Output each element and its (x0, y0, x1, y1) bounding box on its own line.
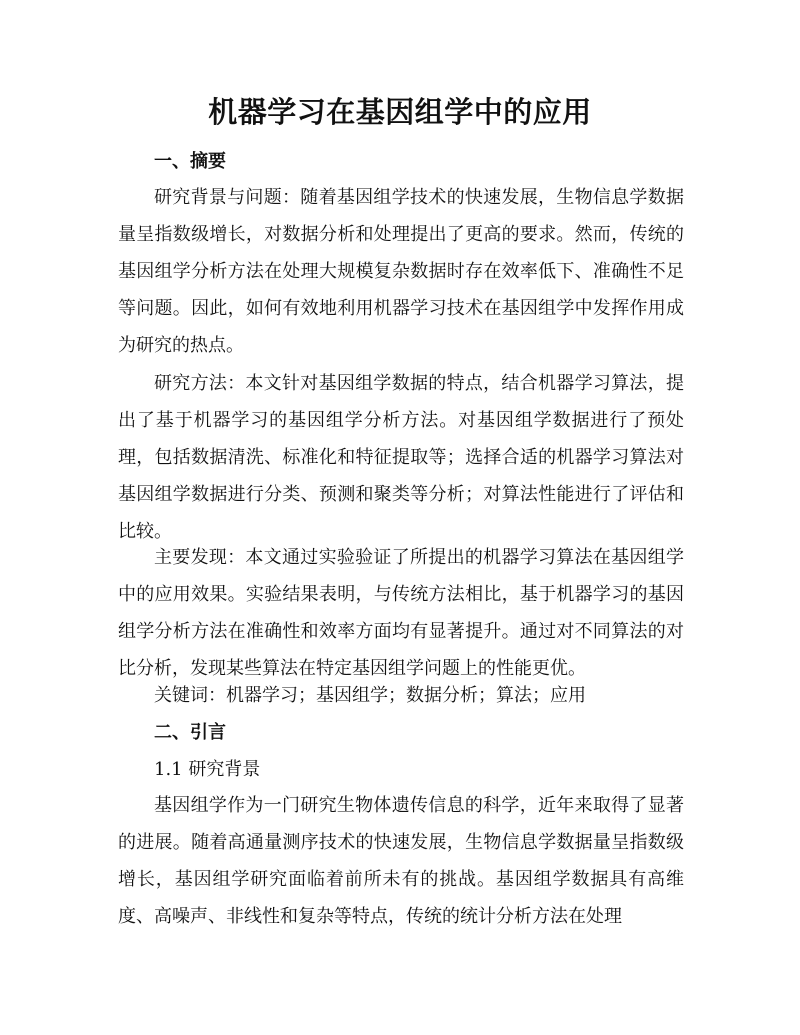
abstract-background-paragraph: 研究背景与问题：随着基因组学技术的快速发展，生物信息学数据量呈指数级增长，对数据分析和处理提出了更高的要求。然而，传统的基因组学分析方法在处理大规模复杂数据时存在效率低下、准确性不足等问题。因此，如何有效地利用机器学习技术在基因组学中发挥作用成为研究的热点。 (118, 187, 684, 356)
introduction-paragraph: 基因组学作为一门研究生物体遗传信息的科学，近年来取得了显著的进展。随着高通量测序技术的快速发展，生物信息学数据量呈指数级增长，基因组学研究面临着前所未有的挑战。基因组学数据具有高维度、高噪声、非线性和复杂等特点，传统的统计分析方法在处理 (118, 795, 684, 927)
abstract-methods-paragraph: 研究方法：本文针对基因组学数据的特点，结合机器学习算法，提出了基于机器学习的基因组学分析方法。对基因组学数据进行了预处理，包括数据清洗、标准化和特征提取等；选择合适的机器学习算法对基因组学数据进行分类、预测和聚类等分析；对算法性能进行了评估和比较。 (118, 373, 684, 542)
research-background-subheading: 1.1 研究背景 (154, 759, 261, 780)
keywords-line: 关键词：机器学习；基因组学；数据分析；算法；应用 (154, 685, 586, 706)
abstract-heading: 一、摘要 (154, 151, 226, 172)
document-title: 机器学习在基因组学中的应用 (208, 95, 592, 129)
introduction-heading: 二、引言 (154, 722, 226, 743)
abstract-findings-paragraph: 主要发现：本文通过实验验证了所提出的机器学习算法在基因组学中的应用效果。实验结果表明，与传统方法相比，基于机器学习的基因组学分析方法在准确性和效率方面均有显著提升。通过对不同算法的对比分析，发现某些算法在特定基因组学问题上的性能更优。 (118, 547, 684, 679)
